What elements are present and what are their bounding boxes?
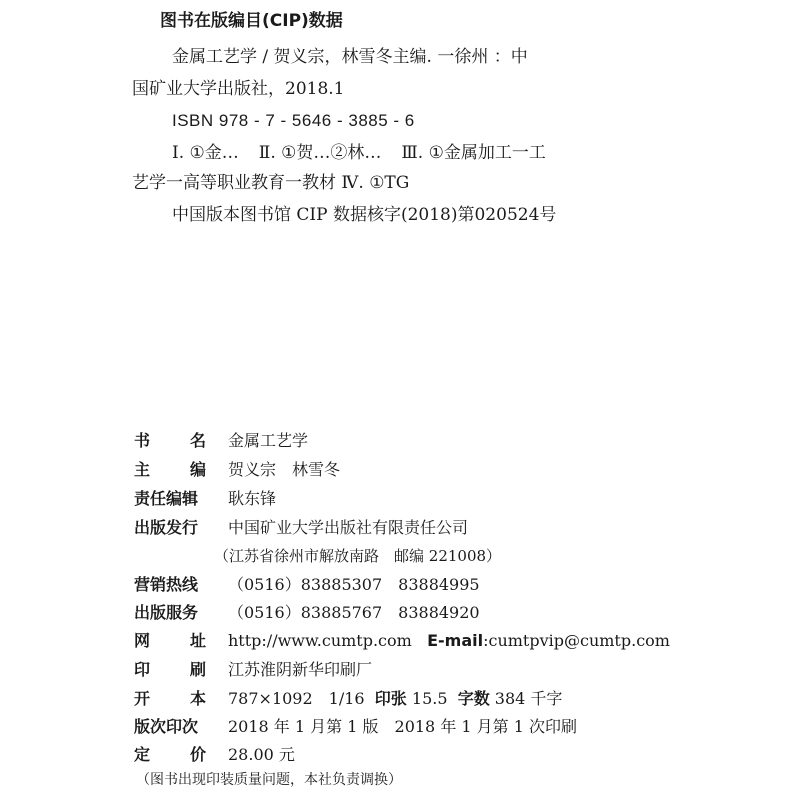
publisher-address: （江苏省徐州市解放南路 邮编 221008）	[214, 547, 502, 565]
email-value: :cumtpvip@cumtp.com	[483, 631, 670, 650]
publisher-label: 出版发行	[134, 518, 199, 537]
cip-class-3: Ⅲ. ①金属加工一工	[401, 143, 546, 163]
printer-value: 江苏淮阴新华印刷厂	[228, 660, 373, 679]
website-label: 网 址	[134, 631, 206, 650]
editor-label: 主 编	[134, 460, 206, 479]
cip-record-number: 中国版本图书馆 CIP 数据核字(2018)第020524号	[172, 205, 557, 225]
editor-value: 贺义宗 林雪冬	[228, 460, 341, 479]
cip-classification-line	[172, 142, 546, 164]
marketing-value: （0516）83885307 83884995	[228, 575, 480, 594]
responsible-editor-value: 耿东锋	[228, 489, 277, 508]
printer-label: 印 刷	[134, 660, 206, 679]
cip-class-1: Ⅰ. ①金…	[172, 143, 239, 163]
publisher-value: 中国矿业大学出版社有限责任公司	[228, 518, 469, 537]
cip-line-5: 艺学一高等职业教育一教材 Ⅳ. ①TG	[132, 173, 410, 193]
format-value	[228, 688, 562, 710]
email-label: E-mail	[427, 631, 484, 650]
book-title-value: 金属工艺学	[228, 431, 309, 450]
cip-class-2: Ⅱ. ①贺…②林…	[258, 143, 382, 163]
service-label: 出版服务	[134, 603, 199, 622]
price-value: 28.00 元	[228, 745, 295, 764]
cip-line-1: 金属工艺学 / 贺义宗，林雪冬主编. 一徐州 ：中	[172, 47, 528, 67]
website-url: http://www.cumtp.com	[228, 631, 412, 650]
cip-line-2: 国矿业大学出版社，2018.1	[132, 79, 345, 99]
book-title-label: 书 名	[134, 431, 206, 450]
sheets-label: 印张	[374, 689, 407, 708]
format-size: 787×1092 1/16	[228, 689, 365, 708]
price-label: 定 价	[134, 745, 206, 764]
cip-title: 图书在版编目(CIP)数据	[160, 11, 343, 31]
responsible-editor-label: 责任编辑	[134, 489, 199, 508]
edition-value: 2018 年 1 月第 1 版 2018 年 1 月第 1 次印刷	[228, 717, 578, 736]
service-value: （0516）83885767 83884920	[228, 603, 480, 622]
words-value: 384 千字	[494, 689, 563, 708]
website-value	[228, 630, 670, 652]
words-label: 字数	[457, 689, 490, 708]
cip-isbn: ISBN 978 - 7 - 5646 - 3885 - 6	[172, 111, 415, 130]
marketing-label: 营销热线	[134, 575, 199, 594]
sheets-value: 15.5	[411, 689, 448, 708]
edition-label: 版次印次	[134, 717, 199, 736]
quality-notice: （图书出现印装质量问题，本社负责调换）	[136, 772, 402, 788]
format-label: 开 本	[134, 689, 206, 708]
